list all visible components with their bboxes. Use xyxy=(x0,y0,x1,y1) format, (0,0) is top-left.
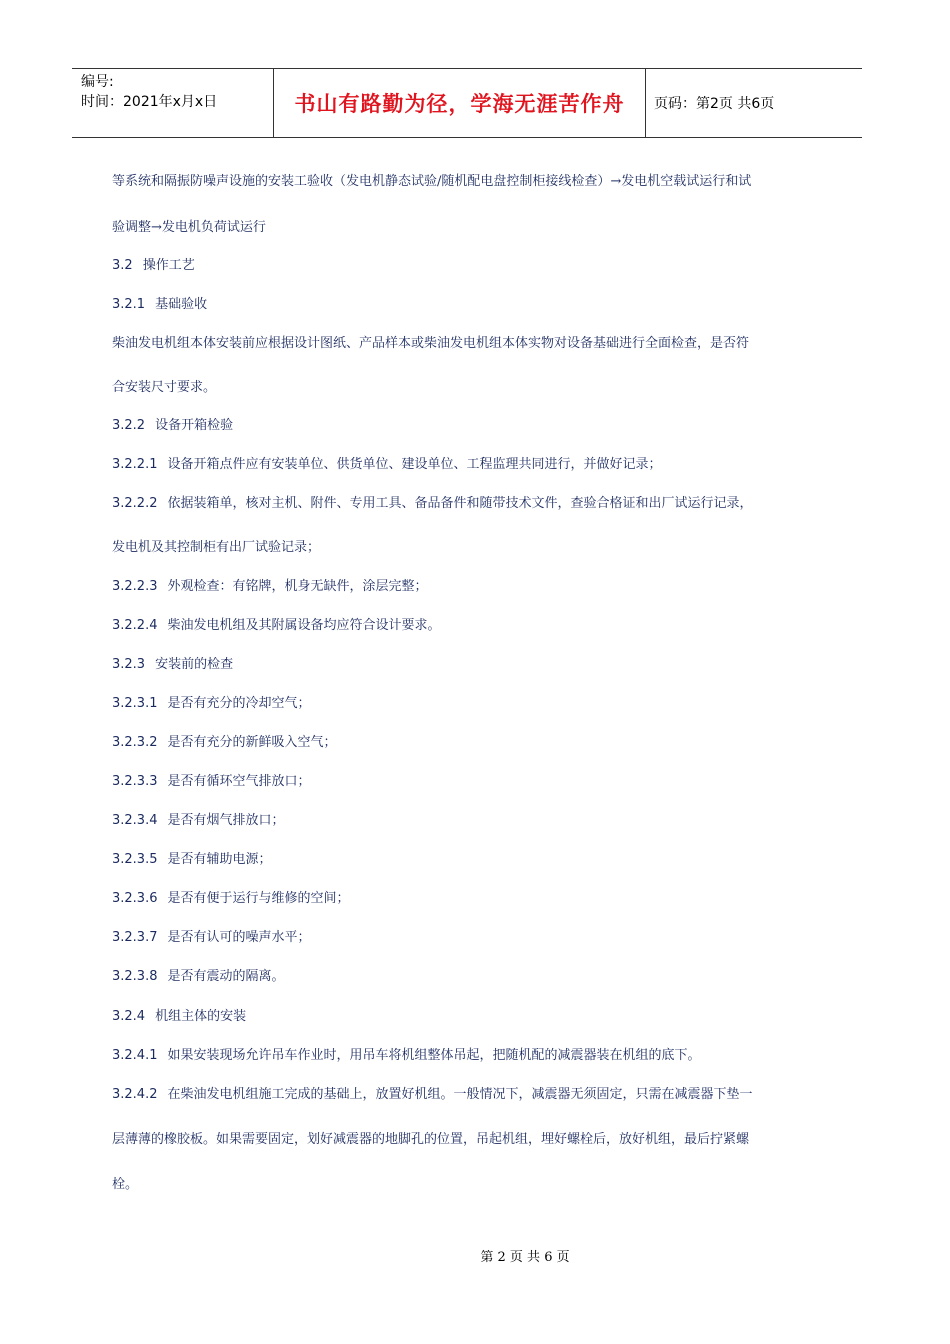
text-line xyxy=(112,770,311,789)
section-number: 3.2.3.1 xyxy=(112,696,158,711)
line-text: 基础验收 xyxy=(155,297,208,312)
text-line xyxy=(112,692,311,711)
section-number: 3.2.2.3 xyxy=(112,579,158,594)
text-line xyxy=(112,731,337,750)
line-text: 在柴油发电机组施工完成的基础上，放置好机组。一般情况下，减震器无须固定，只需在减震器下垫一 xyxy=(167,1087,753,1102)
text-line xyxy=(112,575,428,594)
line-text: 柴油发电机组及其附属设备均应符合设计要求。 xyxy=(167,618,441,633)
text-line xyxy=(112,1044,701,1063)
line-text: 是否有充分的冷却空气； xyxy=(167,696,311,711)
line-text: 是否有烟气排放口； xyxy=(167,813,285,828)
section-number: 3.2.3.6 xyxy=(112,891,158,906)
line-text: 是否有震动的隔离。 xyxy=(167,969,285,984)
section-number: 3.2.3.2 xyxy=(112,735,158,750)
section-number: 3.2.3.8 xyxy=(112,969,158,984)
section-number: 3.2.4 xyxy=(112,1009,146,1024)
text-line xyxy=(112,332,749,351)
text-line xyxy=(112,887,350,906)
header-info xyxy=(72,69,273,137)
line-text: 操作工艺 xyxy=(142,258,195,273)
text-line xyxy=(112,293,207,312)
line-text: 设备开箱检验 xyxy=(155,418,234,433)
line-text: 层薄薄的橡胶板。如果需要固定，划好减震器的地脚孔的位置，吊起机组，埋好螺栓后，放好机组，最后拧紧螺 xyxy=(112,1132,750,1147)
text-line xyxy=(112,1173,138,1192)
text-line xyxy=(112,1083,753,1102)
line-text: 如果安装现场允许吊车作业时，用吊车将机组整体吊起，把随机配的减震器装在机组的底下。 xyxy=(167,1048,701,1063)
section-number: 3.2.2 xyxy=(112,418,146,433)
header-page-label: 页码：第2页 共6页 xyxy=(654,96,775,112)
line-text: 是否有循环空气排放口； xyxy=(167,774,311,789)
text-line xyxy=(112,254,195,273)
text-line xyxy=(112,1005,246,1024)
section-number: 3.2.4.2 xyxy=(112,1087,158,1102)
line-text: 外观检查：有铭牌，机身无缺件，涂层完整； xyxy=(167,579,428,594)
line-text: 是否有充分的新鲜吸入空气； xyxy=(167,735,337,750)
text-line xyxy=(112,536,320,555)
number-label: 编号: xyxy=(81,74,114,90)
text-line xyxy=(112,965,285,984)
section-number: 3.2.3.3 xyxy=(112,774,158,789)
text-line xyxy=(112,614,441,633)
line-text: 合安装尺寸要求。 xyxy=(112,380,217,395)
text-line xyxy=(112,376,216,395)
line-text: 验调整→发电机负荷试运行 xyxy=(112,220,266,235)
text-line xyxy=(112,492,753,511)
section-number: 3.2.2.4 xyxy=(112,618,158,633)
line-text: 安装前的检查 xyxy=(155,657,234,672)
line-text: 依据装箱单，核对主机、附件、专用工具、备品备件和随带技术文件，查验合格证和出厂试运行记录， xyxy=(167,496,753,511)
section-number: 3.2.2.2 xyxy=(112,496,158,511)
section-number: 3.2.1 xyxy=(112,297,146,312)
text-line xyxy=(112,653,233,672)
text-line xyxy=(112,809,285,828)
text-line xyxy=(112,170,751,189)
text-line xyxy=(112,1128,749,1147)
time-label: 时间：2021年x月x日 xyxy=(81,94,218,110)
line-text: 是否有便于运行与维修的空间； xyxy=(167,891,350,906)
line-text: 是否有认可的噪声水平； xyxy=(167,930,311,945)
line-text: 机组主体的安装 xyxy=(155,1009,247,1024)
text-line xyxy=(112,848,272,867)
section-number: 3.2.3.7 xyxy=(112,930,158,945)
text-line xyxy=(112,926,311,945)
document-header xyxy=(72,68,862,138)
text-line xyxy=(112,216,266,235)
line-text: 是否有辅助电源； xyxy=(167,852,272,867)
header-motto: 书山有路勤为径，学海无涯苦作舟 xyxy=(273,69,646,137)
section-number: 3.2.4.1 xyxy=(112,1048,158,1063)
section-number: 3.2.3 xyxy=(112,657,146,672)
line-text: 柴油发电机组本体安装前应根据设计图纸、产品样本或柴油发电机组本体实物对设备基础进行全面检查，是否符 xyxy=(112,336,750,351)
page-footer: 第 2 页 共 6 页 xyxy=(480,1250,570,1265)
line-text: 等系统和隔振防噪声设施的安装工验收（发电机静态试验/随机配电盘控制柜接线检查）→发电机空载试运行和试 xyxy=(112,174,752,189)
text-line xyxy=(112,414,233,433)
section-number: 3.2 xyxy=(112,258,133,273)
text-line xyxy=(112,453,662,472)
section-number: 3.2.3.5 xyxy=(112,852,158,867)
section-number: 3.2.2.1 xyxy=(112,457,158,472)
line-text: 设备开箱点件应有安装单位、供货单位、建设单位、工程监理共同进行，并做好记录； xyxy=(167,457,662,472)
section-number: 3.2.3.4 xyxy=(112,813,158,828)
line-text: 栓。 xyxy=(112,1177,139,1192)
line-text: 发电机及其控制柜有出厂试验记录； xyxy=(112,540,321,555)
